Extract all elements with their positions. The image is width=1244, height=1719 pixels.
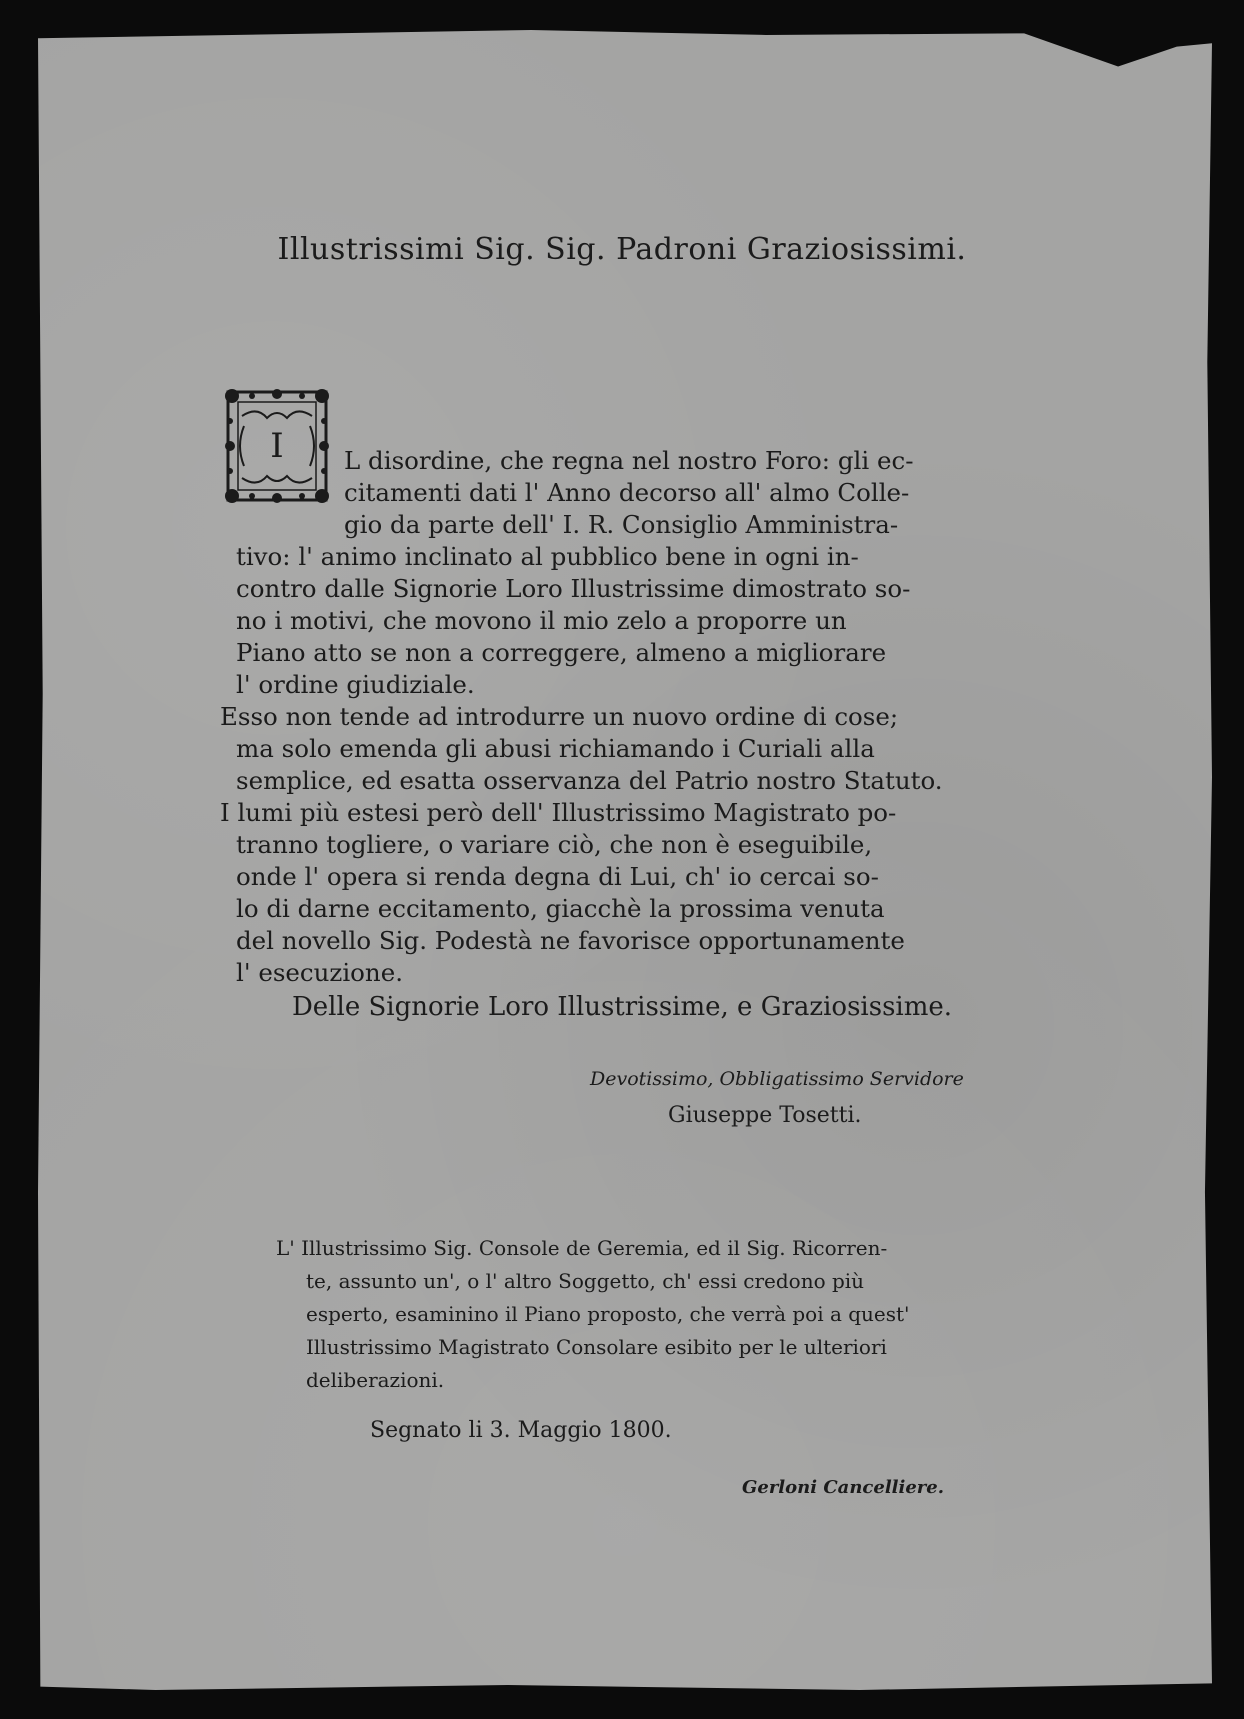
body-line: Esso non tende ad introdurre un nuovo ordine di cose; xyxy=(220,702,899,731)
chancellor-signature: Gerloni Cancelliere. xyxy=(742,1477,944,1498)
body-line: lo di darne eccitamento, giacchè la prossima venuta xyxy=(236,894,885,923)
body-line: tranno togliere, o variare ciò, che non è eseguibile, xyxy=(236,830,873,859)
signature-title: Devotissimo, Obbligatissimo Servidore xyxy=(590,1068,964,1090)
decree-line: te, assunto un', o l' altro Soggetto, ch' essi credono più xyxy=(306,1269,865,1293)
document-heading: Illustrissimi Sig. Sig. Padroni Graziosissimi. xyxy=(277,232,967,267)
decorated-initial xyxy=(222,386,332,506)
closing-salutation: Delle Signorie Loro Illustrissime, e Graziosissime. xyxy=(291,992,953,1022)
body-line: ma solo emenda gli abusi richiamando i Curiali alla xyxy=(236,734,875,763)
body-line: contro dalle Signorie Loro Illustrissime dimostrato so- xyxy=(236,574,911,603)
body-line: l' ordine giudiziale. xyxy=(236,670,475,699)
decree-date: Segnato li 3. Maggio 1800. xyxy=(370,1418,672,1443)
decree-line: deliberazioni. xyxy=(306,1368,445,1392)
body-line: semplice, ed esatta osservanza del Patrio nostro Statuto. xyxy=(236,766,943,795)
initial-letter: I xyxy=(270,426,284,466)
body-line: I lumi più estesi però dell' Illustrissimo Magistrato po- xyxy=(220,798,897,827)
body-line: del novello Sig. Podestà ne favorisce opportunamente xyxy=(236,926,905,955)
signature-name: Giuseppe Tosetti. xyxy=(668,1103,862,1128)
body-line: tivo: l' animo inclinato al pubblico bene in ogni in- xyxy=(236,542,859,571)
body-line: L disordine, che regna nel nostro Foro: gli ec- xyxy=(344,446,914,475)
body-line: onde l' opera si renda degna di Lui, ch' io cercai so- xyxy=(236,862,879,891)
body-line: citamenti dati l' Anno decorso all' almo Colle- xyxy=(344,478,910,507)
body-line: gio da parte dell' I. R. Consiglio Amministra- xyxy=(344,510,899,539)
body-line: no i motivi, che movono il mio zelo a proporre un xyxy=(236,606,847,635)
decree-line: Illustrissimo Magistrato Consolare esibito per le ulteriori xyxy=(306,1335,887,1359)
decree-line: L' Illustrissimo Sig. Console de Geremia, ed il Sig. Ricorren- xyxy=(276,1236,888,1260)
body-line: Piano atto se non a correggere, almeno a migliorare xyxy=(236,638,887,667)
body-line: l' esecuzione. xyxy=(236,958,403,987)
decree-line: esperto, esaminino il Piano proposto, che verrà poi a quest' xyxy=(306,1302,910,1326)
